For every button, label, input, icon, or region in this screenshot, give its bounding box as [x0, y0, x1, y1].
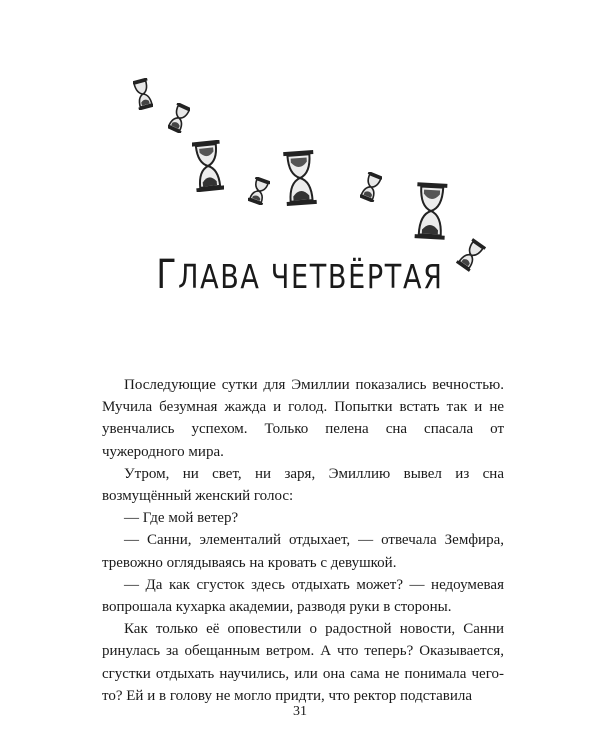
hourglass-icon — [192, 140, 224, 192]
hourglass-icon — [248, 177, 270, 205]
chapter-title — [54, 252, 546, 298]
paragraph: Последующие сутки для Эмиллии показались вечностью. Мучила безумная жажда и голод. Попытки встать так и не увенчались успехом. Только пелена сна спасала от чужеродного мира. — [102, 377, 504, 460]
hourglass-decoration — [0, 0, 600, 260]
hourglass-icon — [283, 150, 317, 206]
hourglass-icon — [360, 172, 382, 202]
hourglass-icon — [168, 103, 190, 133]
page-number: 31 — [293, 704, 307, 719]
body-text — [102, 374, 504, 707]
chapter-title-initial: Г — [156, 252, 179, 298]
paragraph: Утром, ни свет, ни заря, Эмиллию вывел из сна возмущённый женский голос: — [102, 465, 504, 505]
chapter-title-rest: ЛАВА ЧЕТВЁРТАЯ — [178, 257, 444, 296]
paragraph: — Где мой ветер? — [124, 510, 239, 527]
paragraph: — Да как сгусток здесь отдыхать может? — недоумевая вопрошала кухарка академии, разводя руки в стороны. — [102, 576, 504, 616]
paragraph: — Санни, элементалий отдыхает, — отвечала Земфира, тревожно оглядываясь на кровать с девушкой. — [102, 532, 504, 571]
paragraph: Как только её оповестили о радостной новости, Санни ринулась за обещанным ветром. А что теперь? Оказывается, сгустки отдыхать научились, или она сама не понимала чего-то? Ей и в голову не могло придти, что ректор подставила — [102, 621, 504, 704]
hourglass-icon — [133, 78, 153, 110]
hourglass-icon — [414, 182, 448, 240]
